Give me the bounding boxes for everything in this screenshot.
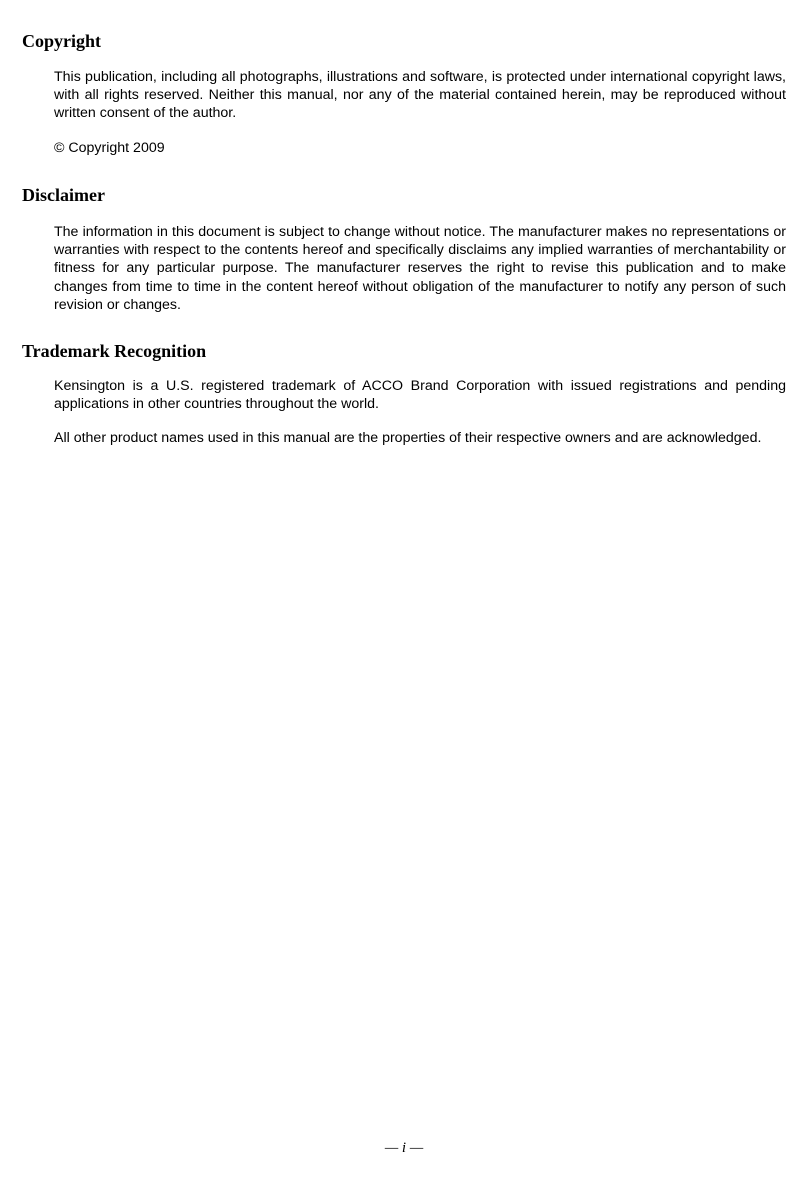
trademark-paragraph-kensington: Kensington is a U.S. registered trademark of ACCO Brand Corporation with issued registrations and pending applications in other countries throughout the world. <box>54 378 786 413</box>
copyright-notice: © Copyright 2009 <box>54 139 165 156</box>
copyright-section <box>22 30 786 157</box>
disclaimer-section <box>22 184 786 314</box>
page-number: — i — <box>384 1140 424 1156</box>
copyright-heading: Copyright <box>22 31 102 51</box>
trademark-paragraph-other: All other product names used in this manual are the properties of their respective owners and are acknowledged. <box>54 430 762 447</box>
disclaimer-paragraph: The information in this document is subject to change without notice. The manufacturer makes no representations or warranties with respect to the contents hereof and specifically disclaims any implied warranties of merchantability or fitness for any particular purpose. The manufacturer reserves the right to revise this publication and to make changes from time to time in the content hereof without obligation of the manufacturer to notify any person of such revision or changes. <box>54 224 786 313</box>
trademark-section <box>22 340 786 448</box>
disclaimer-heading: Disclaimer <box>22 185 105 205</box>
trademark-heading: Trademark Recognition <box>22 341 207 361</box>
copyright-paragraph: This publication, including all photographs, illustrations and software, is protected under international copyright laws, with all rights reserved. Neither this manual, nor any of the material contained herein, may be reproduced without written consent of the author. <box>54 69 786 122</box>
